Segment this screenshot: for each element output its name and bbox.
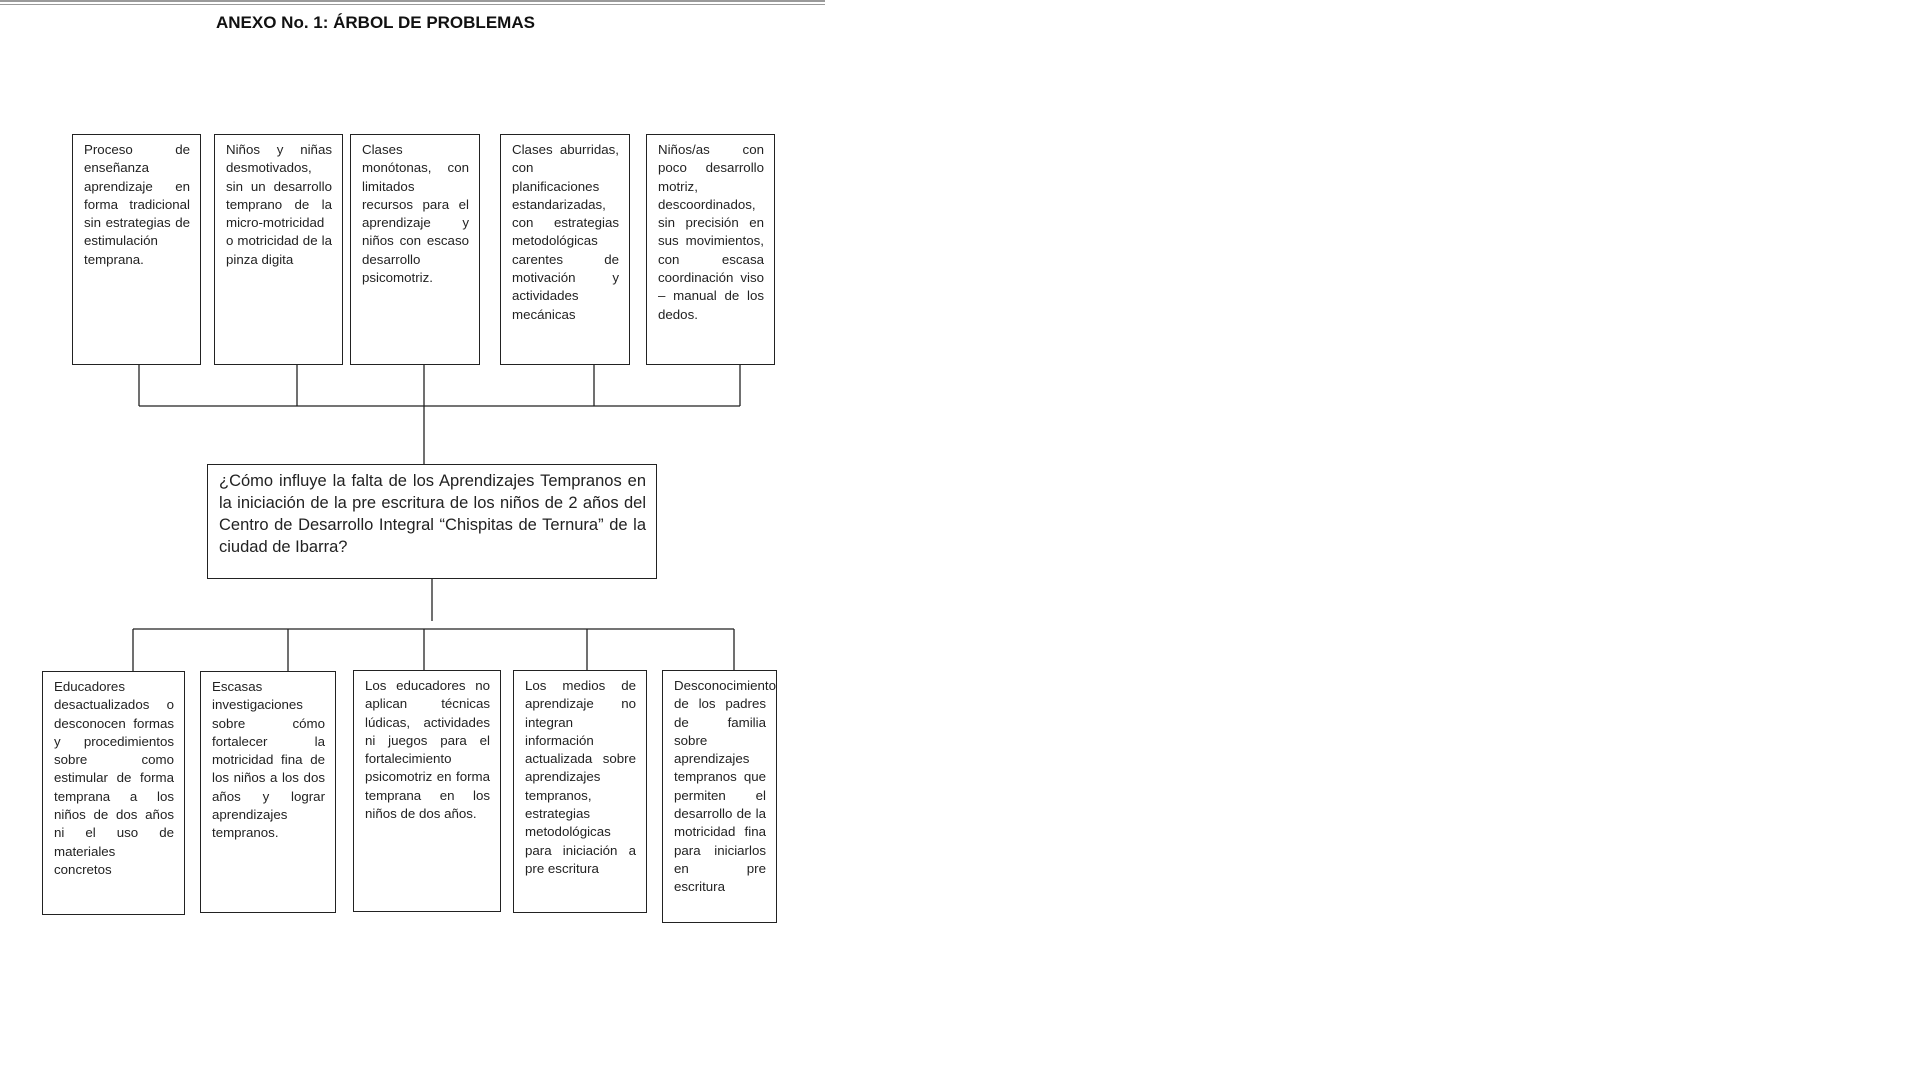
cause-box-5: Desconocimiento de los padres de familia sobre aprendizajes tempranos que permiten el desarrollo de la motricidad fina para iniciarlos en pre escritura [662, 670, 777, 923]
cause-box-1: Educadores desactualizados o desconocen formas y procedimientos sobre como estimular de forma temprana a los niños de dos años ni el uso de materiales concretos [42, 671, 185, 915]
effect-box-4: Clases aburridas, con planificaciones estandarizadas, con estrategias metodológicas carentes de motivación y actividades mecánicas [500, 134, 630, 365]
effect-box-1: Proceso de enseñanza aprendizaje en forma tradicional sin estrategias de estimulación temprana. [72, 134, 201, 365]
page-title: ANEXO No. 1: ÁRBOL DE PROBLEMAS [216, 13, 535, 32]
cause-box-4: Los medios de aprendizaje no integran información actualizada sobre aprendizajes tempranos, estrategias metodológicas para iniciación a pre escritura [513, 670, 647, 913]
effect-box-2: Niños y niñas desmotivados, sin un desarrollo temprano de la micro-motricidad o motricidad de la pinza digita [214, 134, 343, 365]
effect-box-3: Clases monótonas, con limitados recursos para el aprendizaje y niños con escaso desarrollo psicomotriz. [350, 134, 480, 365]
cause-box-3: Los educadores no aplican técnicas lúdicas, actividades ni juegos para el fortalecimiento psicomotriz en forma temprana en los niños de dos años. [353, 670, 501, 912]
effect-box-5: Niños/as con poco desarrollo motriz, descoordinados, sin precisión en sus movimientos, con escasa coordinación viso – manual de los dedos. [646, 134, 775, 365]
central-problem-box: ¿Cómo influye la falta de los Aprendizajes Tempranos en la iniciación de la pre escritura de los niños de 2 años del Centro de Desarrollo Integral “Chispitas de Ternura” de la ciudad de Ibarra? [207, 464, 657, 579]
cause-box-2: Escasas investigaciones sobre cómo fortalecer la motricidad fina de los niños a los dos años y lograr aprendizajes tempranos. [200, 671, 336, 913]
